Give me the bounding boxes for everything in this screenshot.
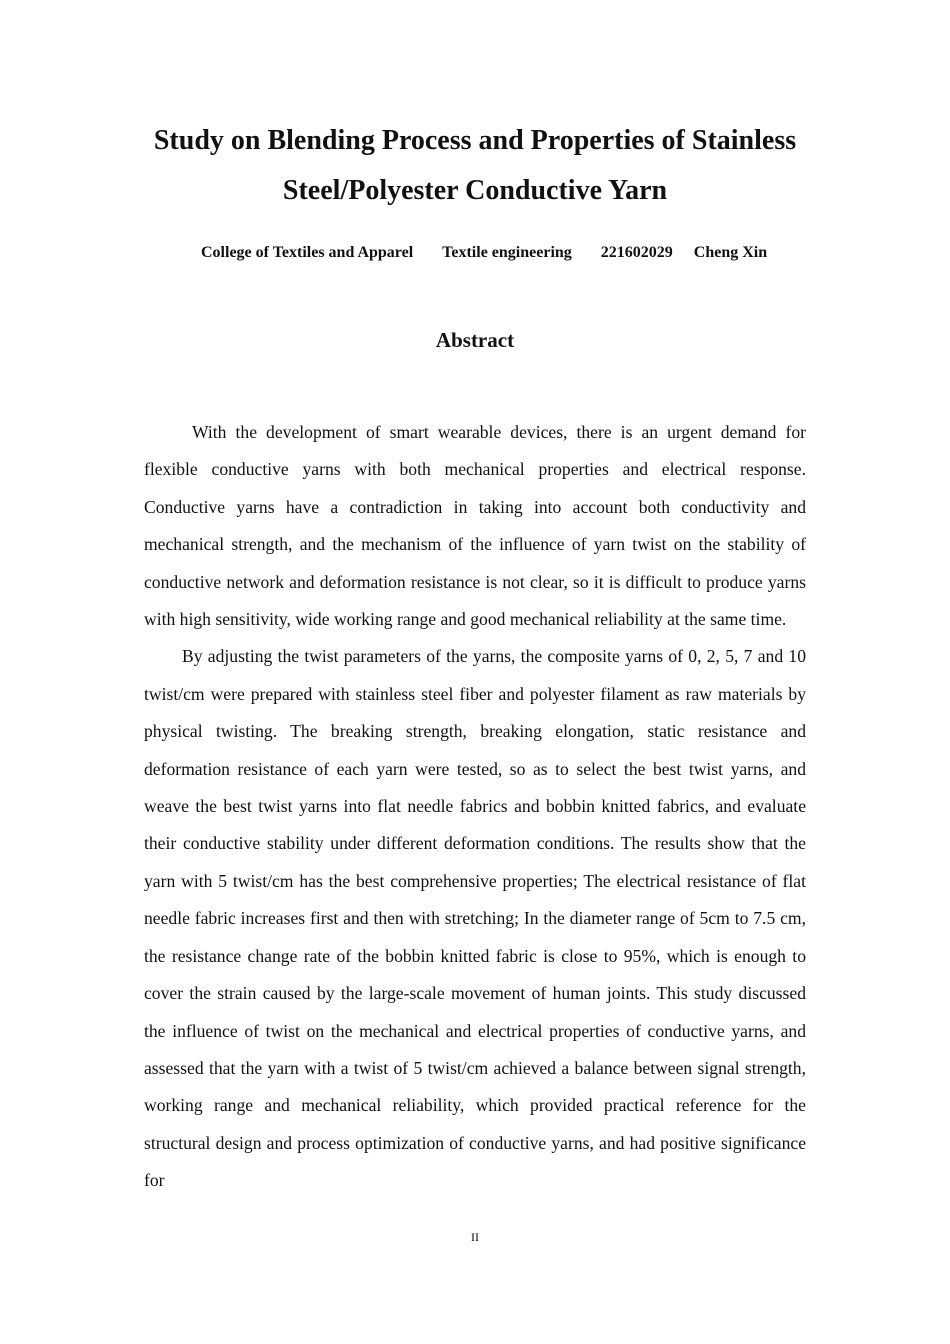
abstract-paragraph-2: By adjusting the twist parameters of the yarns, the composite yarns of 0, 2, 5, 7 and 10 twist/cm were prepared with stainless steel fiber and polyester filament as raw materials by physical twisting. The breaking strength, breaking elongation, static resistance and deformation resistance of each yarn were tested, so as to select the best twist yarns, and weave the best twist yarns into flat needle fabrics and bobbin knitted fabrics, and evaluate their conductive stability under different deformation conditions. The results show that the yarn with 5 twist/cm has the best comprehensive properties; The electrical resistance of flat needle fabric increases first and then with stretching; In the diameter range of 5cm to 7.5 cm, the resistance change rate of the bobbin knitted fabric is close to 95%, which is enough to cover the strain caused by the large-scale movement of human joints. This study discussed the influence of twist on the mechanical and electrical properties of conductive yarns, and assessed that the yarn with a twist of 5 twist/cm achieved a balance between signal strength, working range and mechanical reliability, which provided practical reference for the structural design and process optimization of conductive yarns, and had positive significance for	[144, 646, 806, 1191]
paper-title-line-1: Study on Blending Process and Properties of Stainless	[153, 125, 797, 156]
college-name: College of Textiles and Apparel	[201, 244, 414, 261]
paper-title-line-2: Steel/Polyester Conductive Yarn	[282, 175, 668, 206]
major-name: Textile engineering	[442, 244, 572, 261]
page-number: II	[471, 1230, 479, 1244]
abstract-heading: Abstract	[435, 328, 515, 352]
author-name: Cheng Xin	[693, 244, 768, 261]
student-id: 221602029	[600, 244, 673, 261]
abstract-paragraph-1: With the development of smart wearable devices, there is an urgent demand for flexible conductive yarns with both mechanical properties and electrical response. Conductive yarns have a contradiction in taking into account both conductivity and mechanical strength, and the mechanism of the influence of yarn twist on the stability of conductive network and deformation resistance is not clear, so it is difficult to produce yarns with high sensitivity, wide working range and good mechanical reliability at the same time.	[144, 422, 806, 630]
author-info	[201, 241, 767, 265]
abstract-body	[144, 414, 806, 1200]
